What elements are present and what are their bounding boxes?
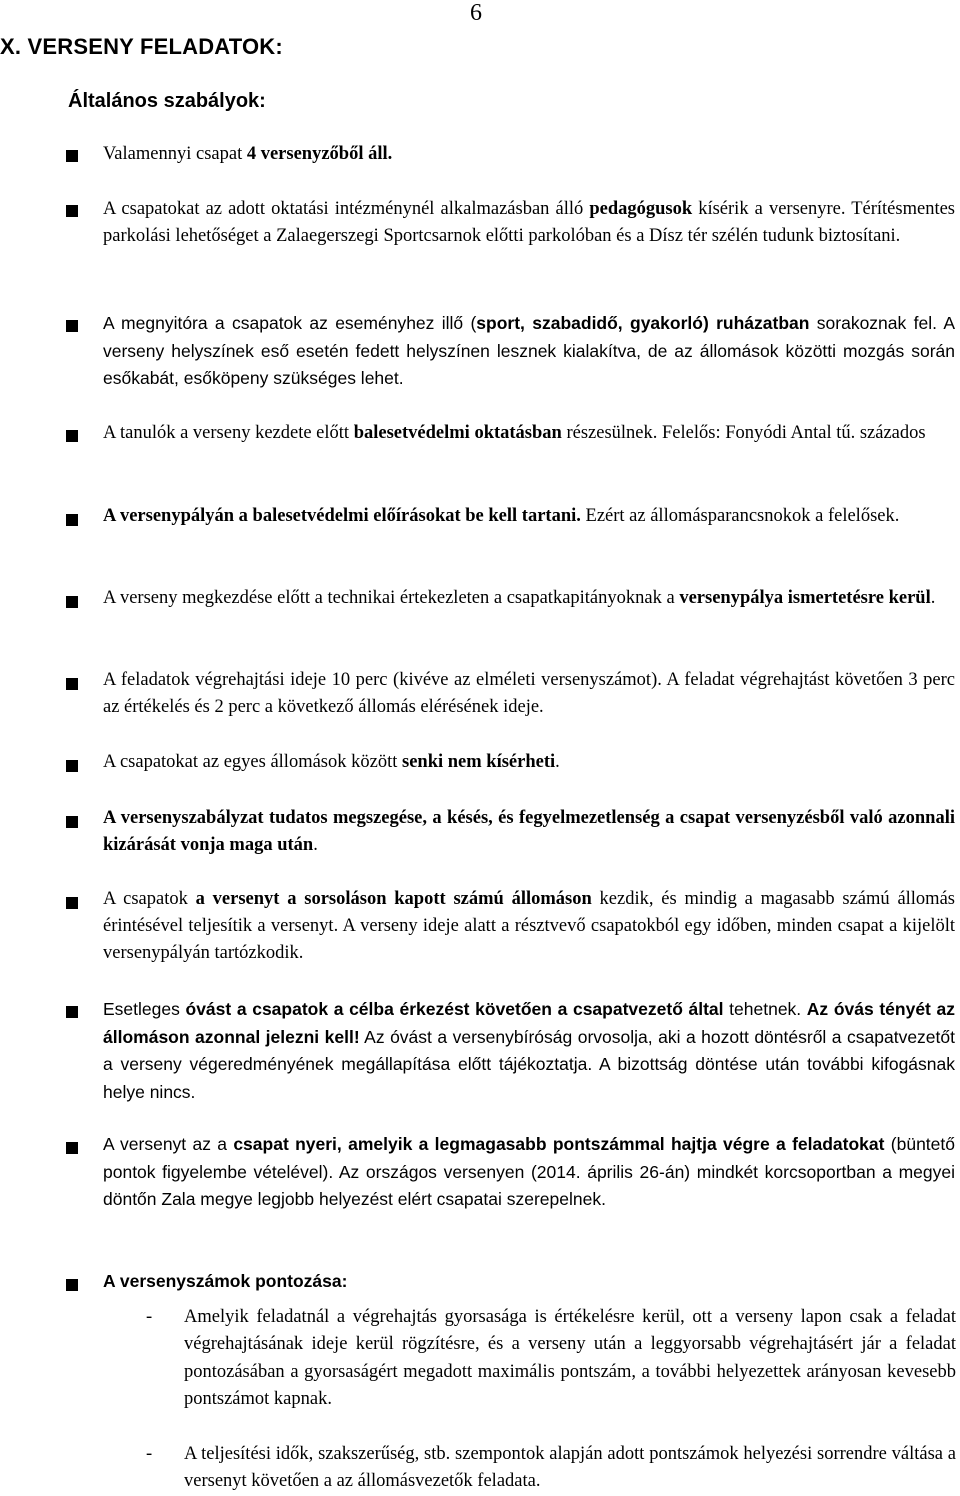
square-bullet-icon xyxy=(66,1006,78,1018)
square-bullet-icon xyxy=(66,430,78,442)
rule-team-size: Valamennyi csapat 4 versenyzőből áll. xyxy=(103,144,393,164)
square-bullet-icon xyxy=(66,1142,78,1154)
square-bullet-icon xyxy=(66,678,78,690)
rule-start-station: A csapatok a versenyt a sorsoláson kapott számú állomáson kezdik, és mindig a magasabb számú állomás érintésével teljesítik a versenyt. A verseny ideje alatt a résztvevő csapatokból egy időben, minden csapat a kijelölt versenypályán tartózkodik. xyxy=(103,889,955,963)
square-bullet-icon xyxy=(66,897,78,909)
rule-protest: Esetleges óvást a csapatok a célba érkezést követően a csapatvezető által tehetnek. Az óvás tényét az állomáson azonnal jelezni kell! Az óvást a versenybíróság orvosolja, aki a hozott döntésről a csapatvezetőt a verseny végeredményének megállapítása előtt tájékoztatja. A bizottság döntése után további kifogásnak helye nincs. xyxy=(103,999,955,1102)
scoring-item xyxy=(146,1304,956,1413)
rule-opening-clothing: A megnyitóra a csapatok az eseményhez illő (sport, szabadidő, gyakorló) ruházatban sorakoznak fel. A verseny helyszínek eső esetén fedett helyszínen lesznek kialakítva, de az állomások közötti mozgás során esőkabát, esőköpeny szükséges lehet. xyxy=(103,313,955,388)
rule-no-escort: A csapatokat az egyes állomások között senki nem kísérheti. xyxy=(103,752,560,772)
square-bullet-icon xyxy=(66,205,78,217)
square-bullet-icon xyxy=(66,816,78,828)
rule-safety-training: A tanulók a verseny kezdete előtt balesetvédelmi oktatásban részesülnek. Felelős: Fonyódi Antal tű. százados xyxy=(103,423,926,443)
general-rules-subheading: Általános szabályok: xyxy=(68,90,266,112)
section-heading: X. VERSENY FELADATOK: xyxy=(0,34,283,59)
rule-safety-regulations: A versenypályán a balesetvédelmi előírásokat be kell tartani. Ezért az állomásparancsnokok a felelősek. xyxy=(103,506,900,526)
scoring-heading: A versenyszámok pontozása: xyxy=(103,1271,348,1291)
scoring-item xyxy=(146,1441,956,1496)
square-bullet-icon xyxy=(66,596,78,608)
dash-bullet: - xyxy=(146,1307,153,1327)
square-bullet-icon xyxy=(66,514,78,526)
rule-disqualification: A versenyszabályzat tudatos megszegése, a késés, és fegyelmezetlenség a csapat versenyzésből való azonnali kizárását vonja maga után. xyxy=(103,808,955,855)
square-bullet-icon xyxy=(66,150,78,162)
rule-escort-teachers: A csapatokat az adott oktatási intézménynél alkalmazásban álló pedagógusok kísérik a versenyre. Térítésmentes parkolási lehetőséget a Zalaegerszegi Sportcsarnok előtti parkolóban és a Dísz tér szélén tudunk biztosítani. xyxy=(103,199,955,246)
square-bullet-icon xyxy=(66,1279,78,1291)
square-bullet-icon xyxy=(66,760,78,772)
square-bullet-icon xyxy=(66,320,78,332)
rule-technical-briefing: A verseny megkezdése előtt a technikai értekezleten a csapatkapitányoknak a versenypálya ismertetésre kerül. xyxy=(103,588,936,608)
rule-winner: A versenyt az a csapat nyeri, amelyik a legmagasabb pontszámmal hajtja végre a feladatokat (büntető pontok figyelembe vételével). Az országos versenyen (2014. április 26-án) mindkét korcsoportban a megyei döntőn Zala megye legjobb helyezést elért csapatai szerepelnek. xyxy=(103,1134,956,1209)
scoring-item-text: A teljesítési idők, szakszerűség, stb. szempontok alapján adott pontszámok helyezési sorrendre váltása a versenyt követően a az állomásvezetők feladata. xyxy=(184,1444,956,1492)
scoring-item-text: Amelyik feladatnál a végrehajtás gyorsasága is értékelésre kerül, ott a verseny lapon csak a feladat végrehajtásának ideje kerül rögzítésre, és a verseny után a leggyorsabb végrehajtásért jár a feladat pontozásában a gyorsaságért megadott maximális pontszám, a további helyezettek arányosan kevesebb pontszámot kapnak. xyxy=(184,1307,956,1409)
rule-task-duration: A feladatok végrehajtási ideje 10 perc (kivéve az elméleti versenyszámot). A feladat végrehajtást követően 3 perc az értékelés és 2 perc a következő állomás elérésének ideje. xyxy=(103,670,955,717)
dash-bullet: - xyxy=(146,1444,153,1464)
page-number: 6 xyxy=(470,0,482,26)
